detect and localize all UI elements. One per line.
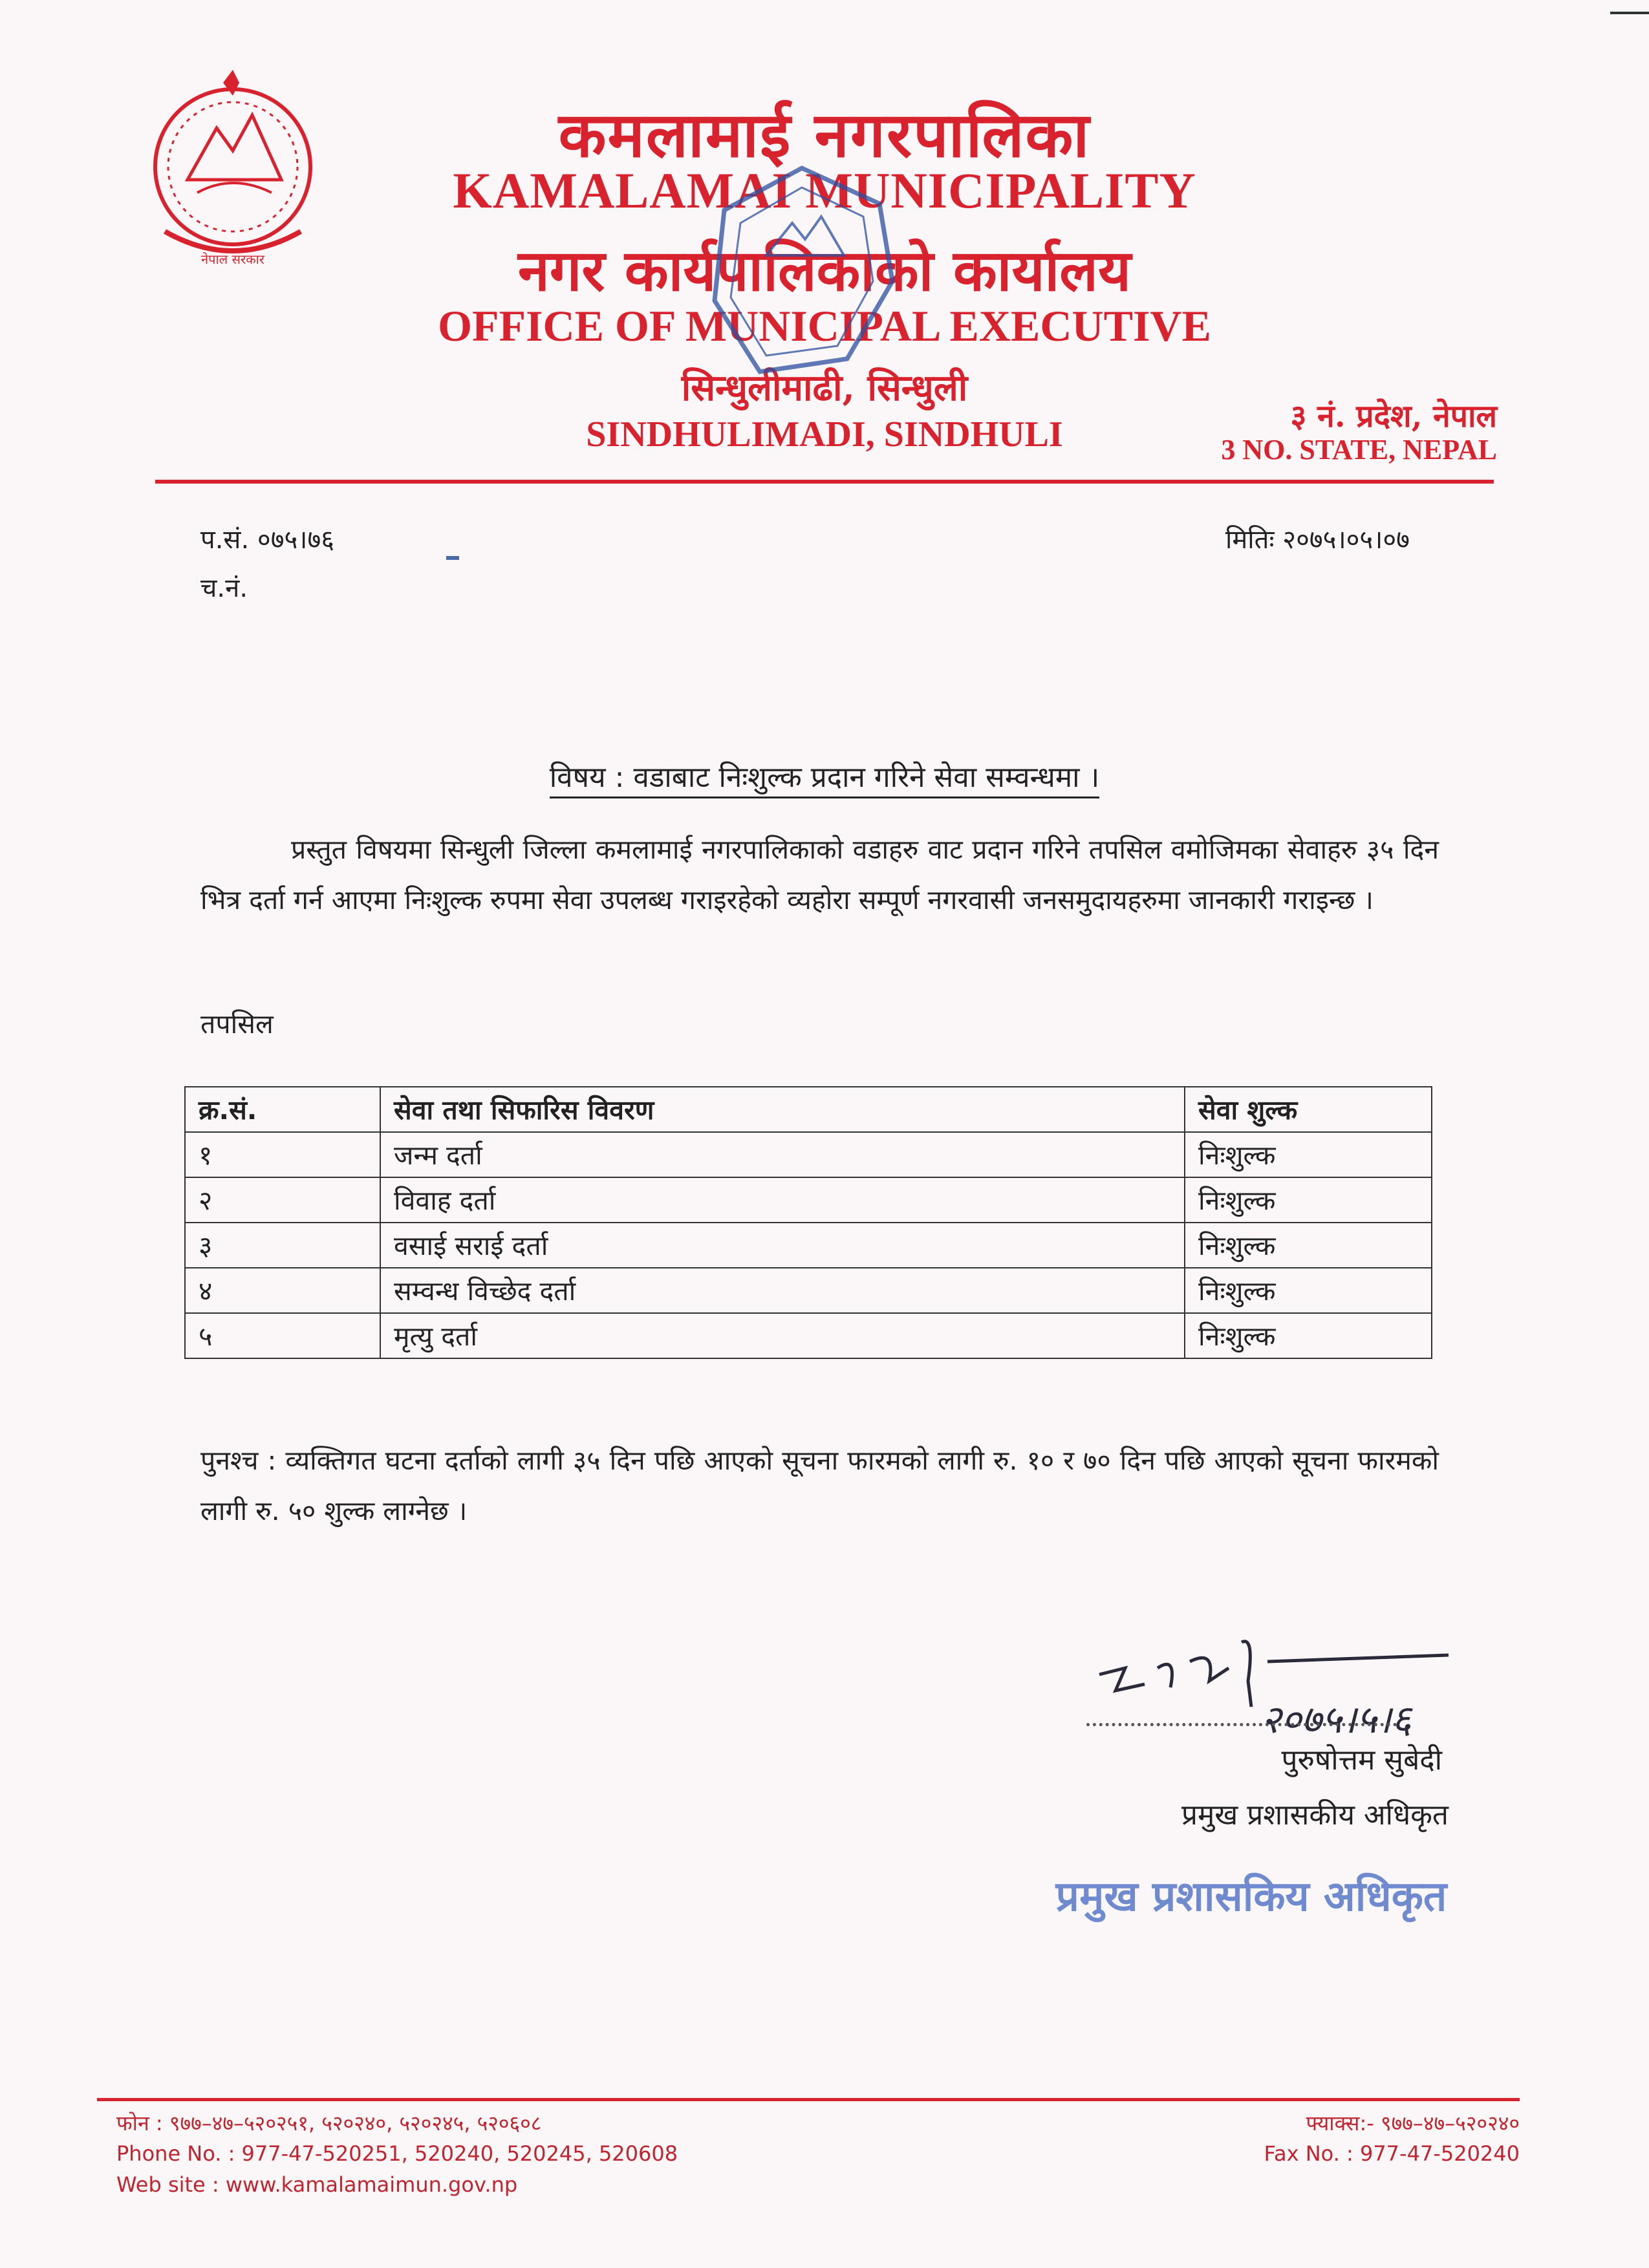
body-paragraph: प्रस्तुत विषयमा सिन्धुली जिल्ला कमलामाई नगरपालिकाको वडाहरु वाट प्रदान गरिने तपसिल वमोजिमका सेवाहरु ३५ दिन भित्र दर्ता गर्न आएमा निःशुल्क रुपमा सेवा उपलब्ध गराइरहेको व्यहोरा सम्पूर्ण नगरवासी जनसमुदायहरुमा जानकारी गराइन्छ । (200, 834, 1439, 915)
row-serial: ५ (185, 1313, 380, 1358)
location-en: SINDHULIMADI, SINDHULI (586, 414, 1063, 455)
footer-rule (97, 2098, 1520, 2101)
footer-fax: Fax No. : 977-47-520240 (1264, 2141, 1520, 2166)
row-description: मृत्यु दर्ता (380, 1313, 1185, 1358)
services-table (184, 1086, 1432, 1359)
signer-name: पुरुषोत्तम सुबेदी (1281, 1744, 1442, 1777)
postscript-paragraph: पुनश्च : व्यक्तिगत घटना दर्ताको लागी ३५ दिन पछि आएको सूचना फारमको लागी रु. १० र ७० दिन पछि आएको सूचना फारमको लागी रु. ५० शुल्क लाग्नेछ । (200, 1445, 1439, 1526)
municipality-title-en: KAMALAMAI MUNICIPALITY (453, 162, 1196, 219)
signer-designation: प्रमुख प्रशासकीय अधिकृत (1181, 1799, 1449, 1832)
row-fee: निःशुल्क (1185, 1268, 1432, 1313)
row-fee: निःशुल्क (1185, 1223, 1432, 1268)
row-serial: २ (185, 1177, 380, 1223)
signature-date: २०७५।५।६ (1261, 1697, 1412, 1742)
row-description: सम्वन्ध विच्छेद दर्ता (380, 1268, 1185, 1313)
header-rule (155, 480, 1494, 484)
subject-line (0, 756, 1649, 795)
row-fee: निःशुल्क (1185, 1132, 1432, 1177)
designation-stamp-text: प्रमुख प्रशासकिय अधिकृत (1055, 1873, 1447, 1921)
patra-sankhya: प.सं. ०७५।७६ (200, 525, 335, 555)
ink-mark (446, 556, 459, 560)
page-corner-mark (1610, 12, 1649, 14)
table-row (185, 1313, 1432, 1358)
signature-line (1086, 1723, 1397, 1726)
table-row (185, 1132, 1432, 1177)
footer-fax-np: फ्याक्स:- ९७७–४७–५२०२४० (1306, 2111, 1520, 2135)
row-fee: निःशुल्क (1185, 1177, 1432, 1223)
row-serial: ४ (185, 1268, 380, 1313)
state-en: 3 NO. STATE, NEPAL (1221, 434, 1497, 465)
tapasil-label: तपसिल (200, 1009, 274, 1040)
row-description: वसाई सराई दर्ता (380, 1223, 1185, 1268)
table-row (185, 1177, 1432, 1223)
header-serial: क्र.सं. (185, 1087, 380, 1132)
chalani-number: च.नं. (200, 573, 248, 603)
header-description: सेवा तथा सिफारिस विवरण (380, 1087, 1185, 1132)
footer-phone: Phone No. : 977-47-520251, 520240, 520245, 520608 (116, 2141, 678, 2166)
emblem-text: नेपाल सरकार (201, 251, 264, 267)
header-fee: सेवा शुल्क (1185, 1087, 1432, 1132)
row-description: विवाह दर्ता (380, 1177, 1185, 1223)
letter-date: मितिः २०७५।०५।०७ (1225, 525, 1410, 555)
designation-stamp (1055, 1849, 1447, 1946)
office-seal-stamp (708, 165, 896, 378)
location-np: सिन्धुलीमाढी, सिन्धुली (681, 367, 968, 409)
subject-text: विषय : वडाबाट निःशुल्क प्रदान गरिने सेवा सम्वन्धमा । (550, 761, 1099, 798)
row-fee: निःशुल्क (1185, 1313, 1432, 1358)
table-header-row (185, 1087, 1432, 1132)
table-row (185, 1268, 1432, 1313)
footer-phone-np: फोन : ९७७–४७–५२०२५१, ५२०२४०, ५२०२४५, ५२०६०८ (116, 2111, 542, 2135)
row-description: जन्म दर्ता (380, 1132, 1185, 1177)
office-title-np: नगर कार्यपालिकाको कार्यालय (518, 237, 1131, 304)
table-row (185, 1223, 1432, 1268)
row-serial: ३ (185, 1223, 380, 1268)
state-np: ३ नं. प्रदेश, नेपाल (1290, 398, 1497, 434)
office-title-en: OFFICE OF MUNICIPAL EXECUTIVE (438, 301, 1211, 350)
municipality-title-np: कमलामाई नगरपालिका (558, 98, 1091, 171)
footer-website[interactable]: Web site : www.kamalamaimun.gov.np (116, 2172, 518, 2197)
row-serial: १ (185, 1132, 380, 1177)
